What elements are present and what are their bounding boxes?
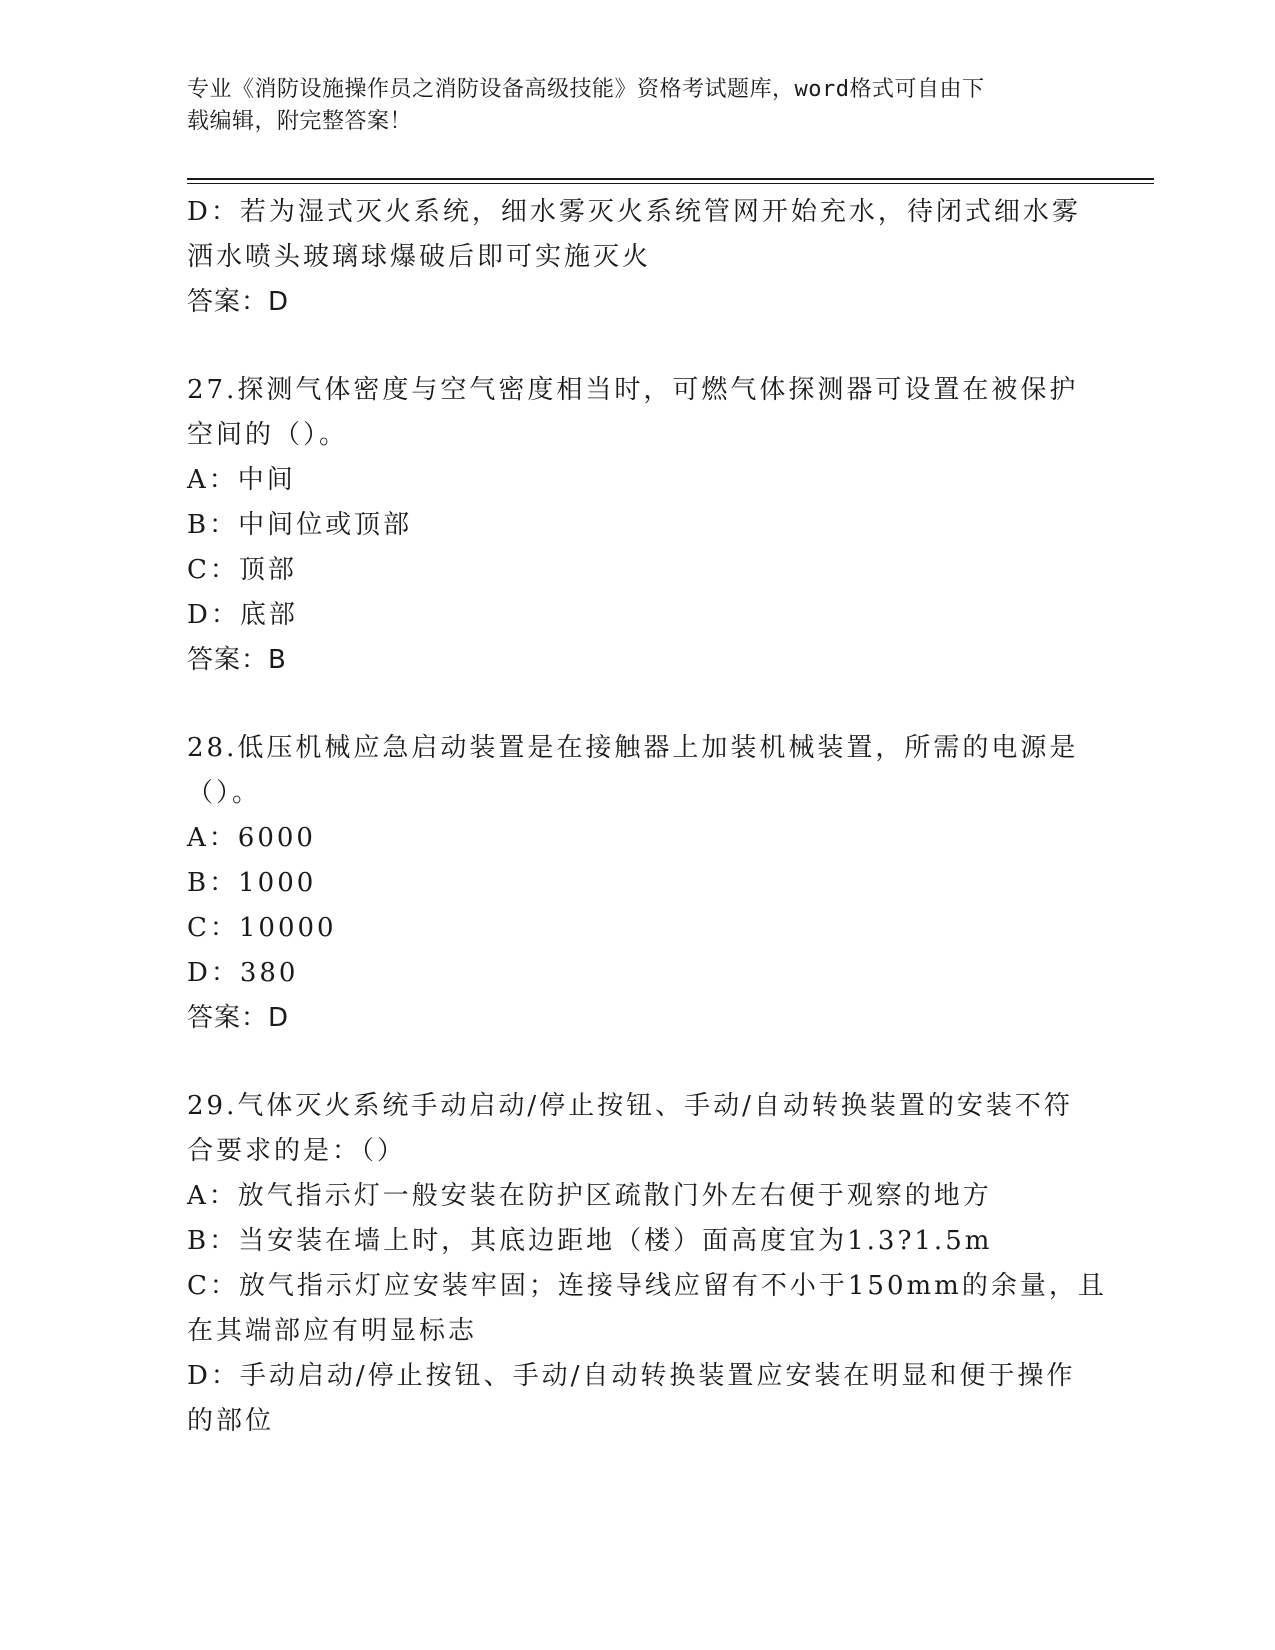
option-d-continued: 洒水喷头玻璃球爆破后即可实施灭火 xyxy=(187,242,652,272)
document-body xyxy=(187,190,1107,1444)
option-c: C：10000 xyxy=(187,913,337,943)
question-stem-continued: （）。 xyxy=(187,778,262,808)
option-d: D：手动启动/停止按钮、手动/自动转换装置应安装在明显和便于操作 xyxy=(187,1361,1076,1391)
question-previous xyxy=(187,190,1087,324)
header-line-1: 专业《消防设施操作员之消防设备高级技能》资格考试题库，word格式可自由下 xyxy=(187,77,985,102)
header-rule-thin xyxy=(187,183,1154,184)
option-d-continued: 的部位 xyxy=(187,1406,275,1436)
question-stem: 29.气体灭火系统手动启动/停止按钮、手动/自动转换装置的安装不符 xyxy=(187,1091,1073,1121)
question-stem-continued: 空间的（）。 xyxy=(187,420,349,450)
answer-line: 答案：D xyxy=(187,1003,290,1033)
option-a: A：6000 xyxy=(187,823,316,853)
question-28 xyxy=(187,726,1087,1040)
question-27 xyxy=(187,368,1087,682)
question-stem: 27.探测气体密度与空气密度相当时，可燃气体探测器可设置在被保护 xyxy=(187,375,1079,405)
option-a: A：放气指示灯一般安装在防护区疏散门外左右便于观察的地方 xyxy=(187,1181,992,1211)
option-c: C：放气指示灯应安装牢固；连接导线应留有不小于150mm的余量，且 xyxy=(187,1271,1107,1301)
spacer xyxy=(187,1040,1087,1084)
question-stem-continued: 合要求的是：（） xyxy=(187,1136,407,1166)
page-header xyxy=(187,74,1067,138)
answer-line: 答案：D xyxy=(187,287,290,317)
spacer xyxy=(187,324,1087,368)
header-rule-thick xyxy=(187,178,1154,180)
option-d: D：若为湿式灭火系统，细水雾灭火系统管网开始充水，待闭式细水雾 xyxy=(187,197,1081,227)
option-a: A：中间 xyxy=(187,465,296,495)
option-d: D：底部 xyxy=(187,600,298,630)
option-b: B：中间位或顶部 xyxy=(187,510,413,540)
answer-line: 答案：B xyxy=(187,645,287,675)
option-c-continued: 在其端部应有明显标志 xyxy=(187,1316,478,1346)
question-29 xyxy=(187,1084,1107,1444)
question-stem: 28.低压机械应急启动装置是在接触器上加装机械装置，所需的电源是 xyxy=(187,733,1079,763)
option-d: D：380 xyxy=(187,958,299,988)
header-line-2: 载编辑，附完整答案！ xyxy=(187,109,413,134)
option-c: C：顶部 xyxy=(187,555,297,585)
option-b: B：当安装在墙上时，其底边距地（楼）面高度宜为1.3?1.5m xyxy=(187,1226,993,1256)
option-b: B：1000 xyxy=(187,868,317,898)
spacer xyxy=(187,682,1087,726)
